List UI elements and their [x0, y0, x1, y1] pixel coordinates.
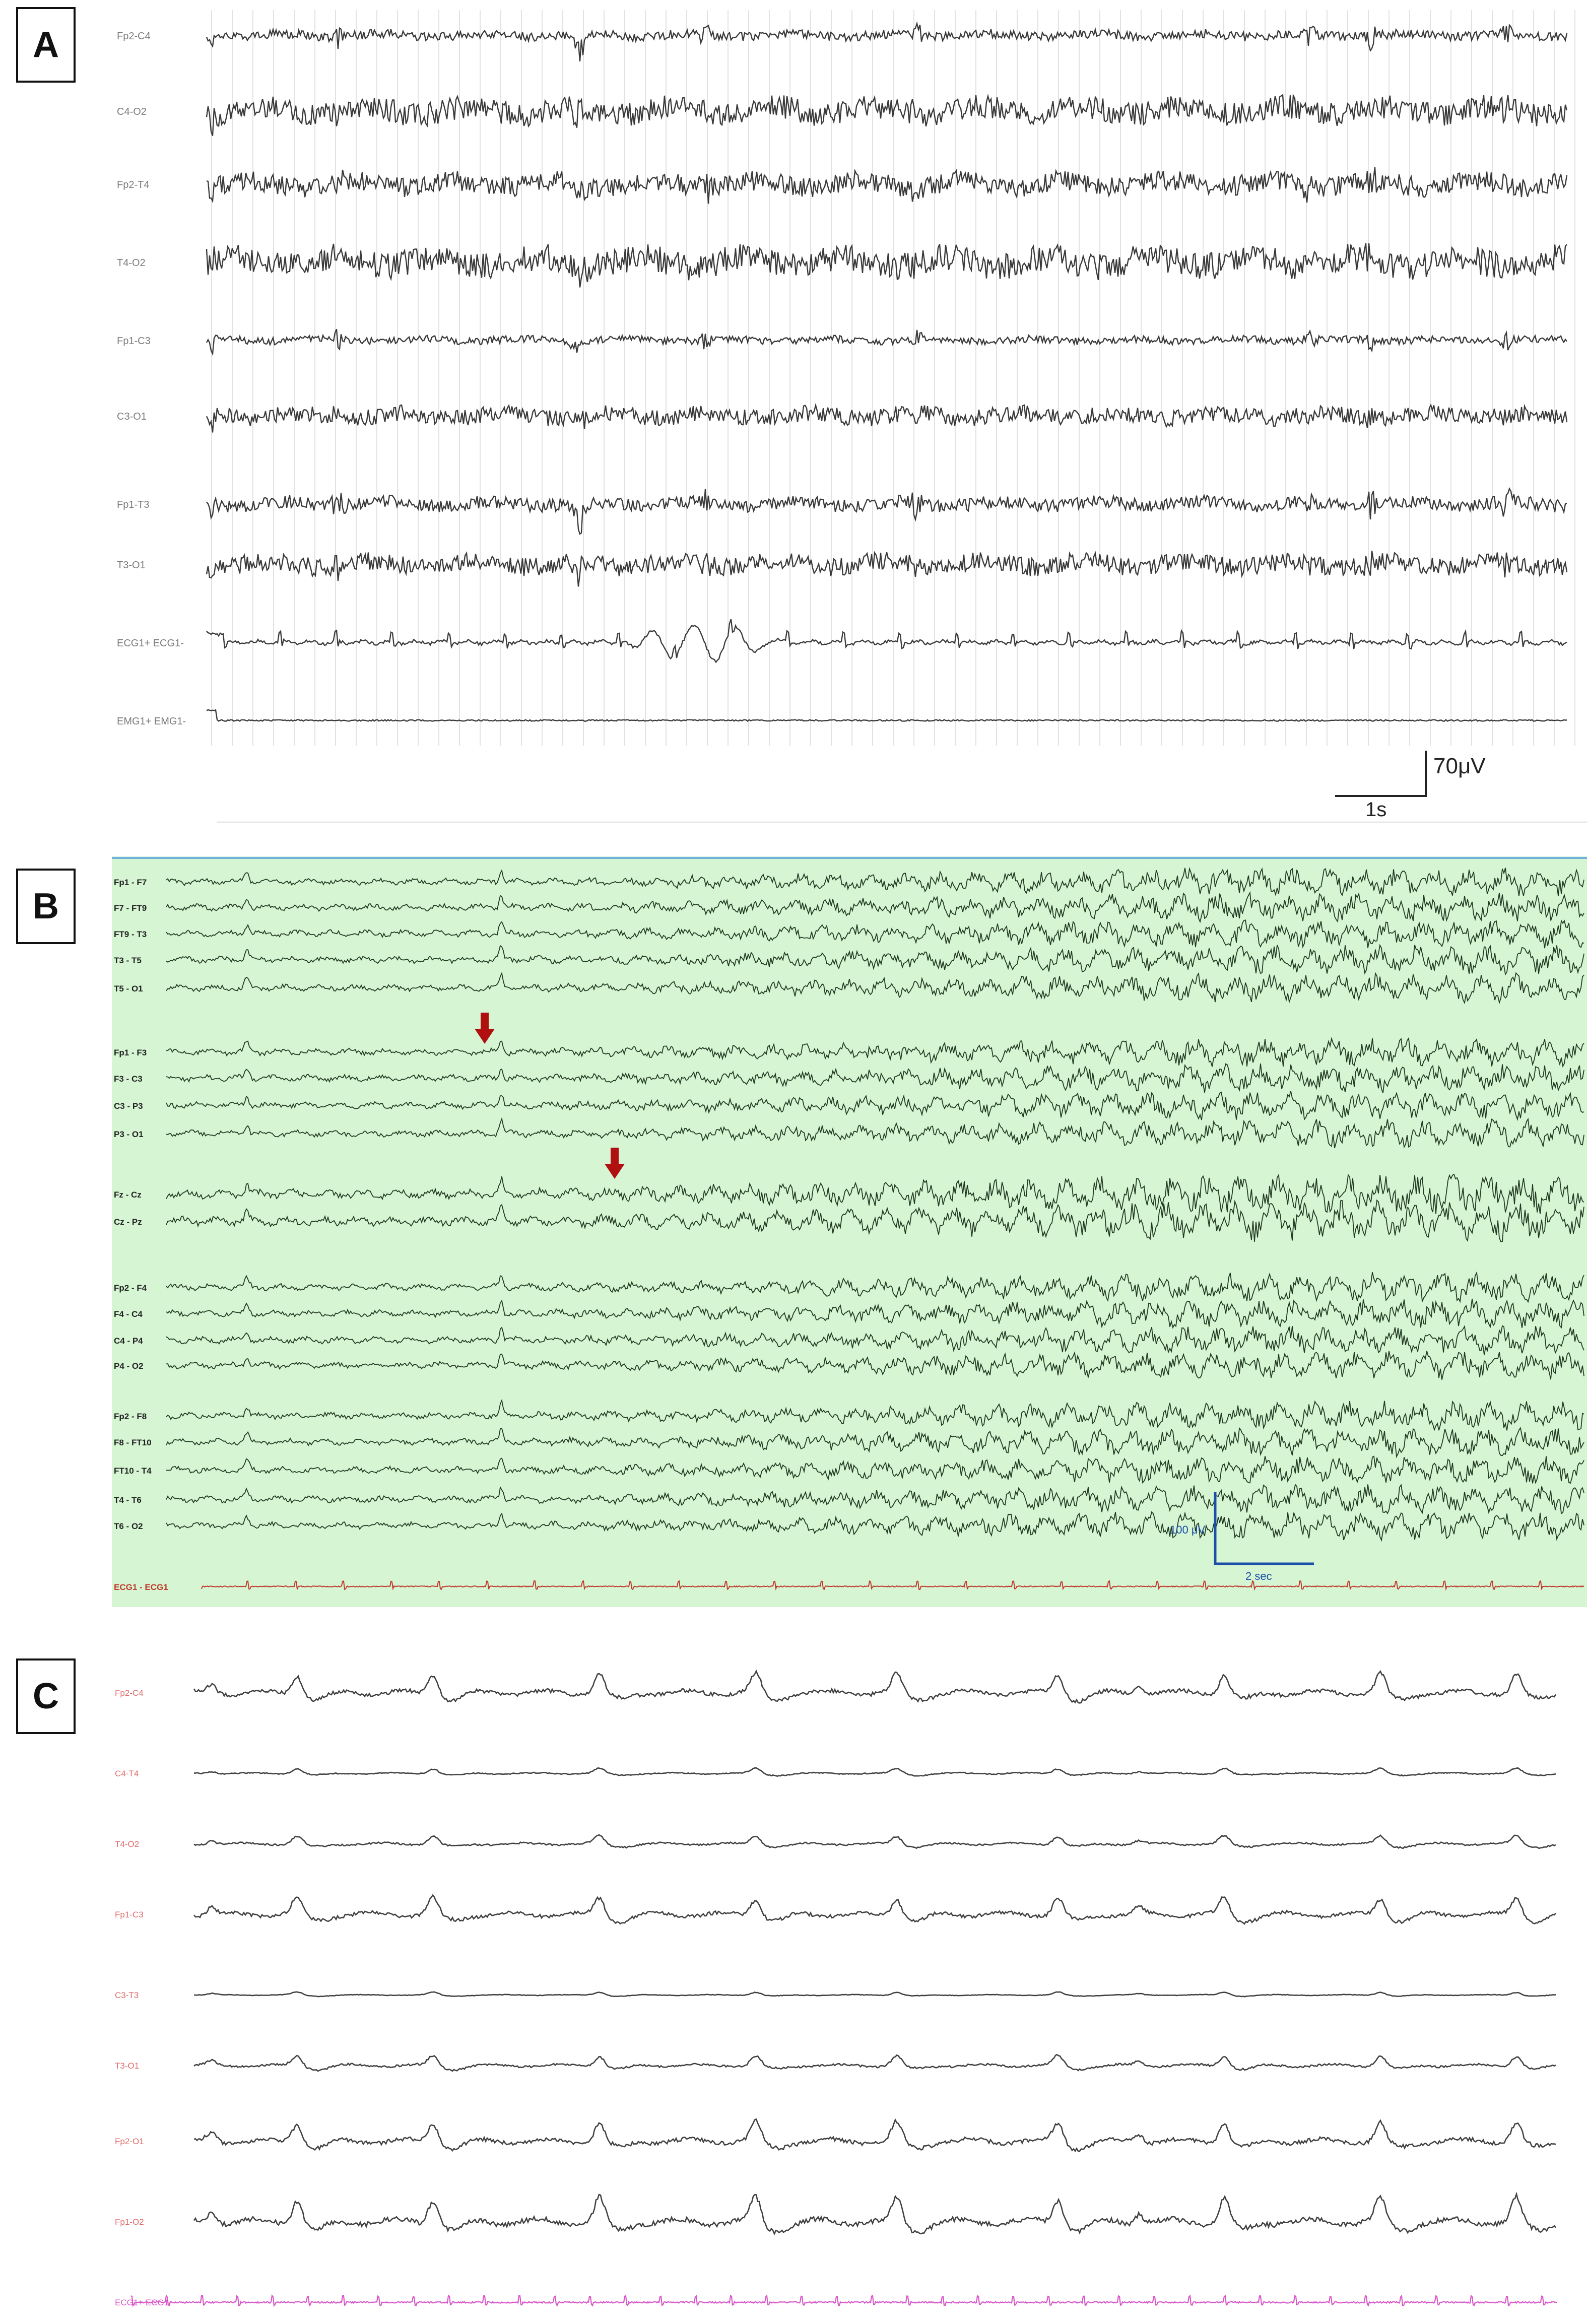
channel-label-fp1-o2: Fp1-O2 [115, 2217, 144, 2227]
panel-a-eeg-trace-area [0, 0, 1587, 826]
panel-c-label: C [16, 1658, 76, 1734]
channel-label-f3-c3: F3 - C3 [114, 1074, 143, 1084]
trace-fp1-t3 [207, 489, 1567, 534]
channel-label-cz-pz: Cz - Pz [114, 1217, 142, 1227]
channel-label-fp2-f4: Fp2 - F4 [114, 1283, 147, 1293]
panel-a-scale-bar [1335, 751, 1486, 821]
trace-fp2-t4 [207, 167, 1567, 204]
panel-c-channel-labels [115, 1688, 172, 2307]
channel-label-f8-ft10: F8 - FT10 [114, 1438, 152, 1447]
trace-c4-o2 [207, 95, 1567, 136]
channel-label-fp2-c4: Fp2-C4 [115, 1688, 144, 1698]
channel-label-c4-p4: C4 - P4 [114, 1336, 143, 1346]
channel-label-fp1-c3: Fp1-C3 [115, 1910, 144, 1919]
channel-label-c3-o1: C3-O1 [117, 411, 147, 422]
panel-c-eeg-trace-area [0, 1642, 1587, 2321]
channel-label-fp2-t4: Fp2-T4 [117, 179, 150, 190]
trace-c3-o1 [207, 405, 1567, 433]
panel-b-label: B [16, 869, 76, 944]
channel-label-ecg1-ecg1: ECG1+ ECG1- [117, 638, 184, 649]
channel-label-c3-t3: C3-T3 [115, 1990, 139, 2000]
trace-ecg1-ecg1 [207, 619, 1567, 662]
channel-label-p4-o2: P4 - O2 [114, 1361, 144, 1371]
channel-label-fp1-f3: Fp1 - F3 [114, 1048, 147, 1057]
panel-a-grid [212, 10, 1575, 746]
channel-label-fp1-c3: Fp1-C3 [117, 336, 151, 347]
trace-fp2-o1 [194, 2119, 1556, 2151]
channel-label-t4-o2: T4-O2 [115, 1839, 140, 1849]
panel-c-traces [131, 1671, 1557, 2306]
channel-label-t3-o1: T3-O1 [115, 2061, 140, 2071]
trace-emg1-emg1 [207, 710, 1567, 721]
trace-t4-o2 [207, 243, 1567, 288]
channel-label-emg1-emg1: EMG1+ EMG1- [117, 716, 186, 727]
channel-label-ft9-t3: FT9 - T3 [114, 929, 147, 939]
trace-t3-o1 [194, 2054, 1556, 2071]
channel-label-t3-o1: T3-O1 [117, 560, 146, 571]
panel-b-scale-amplitude: 100 μV [1170, 1523, 1206, 1536]
channel-label-fp2-o1: Fp2-O1 [115, 2137, 144, 2146]
channel-label-t5-o1: T5 - O1 [114, 984, 143, 993]
channel-label-c4-o2: C4-O2 [117, 106, 147, 117]
channel-label-p3-o1: P3 - O1 [114, 1130, 144, 1139]
trace-fp2-c4 [194, 1671, 1556, 1703]
channel-label-t3-t5: T3 - T5 [114, 956, 142, 965]
channel-label-ecg1-ecg1: ECG1 - ECG1 [114, 1582, 168, 1592]
channel-label-fp1-f7: Fp1 - F7 [114, 878, 147, 887]
trace-c3-t3 [194, 1992, 1556, 1997]
panel-a-scale-amplitude: 70μV [1433, 754, 1486, 778]
panel-b-scale-time: 2 sec [1245, 1570, 1272, 1582]
trace-c4-t4 [194, 1768, 1556, 1776]
channel-label-t4-t6: T4 - T6 [114, 1495, 142, 1505]
panel-a [0, 0, 1587, 826]
trace-ecg1-ecg1 [131, 2296, 1557, 2306]
channel-label-fp2-c4: Fp2-C4 [117, 31, 151, 42]
channel-label-fz-cz: Fz - Cz [114, 1190, 142, 1200]
channel-label-t6-o2: T6 - O2 [114, 1521, 143, 1531]
panel-b [0, 856, 1587, 1617]
red-arrow-shaft [611, 1148, 619, 1165]
channel-label-f4-c4: F4 - C4 [114, 1309, 143, 1319]
channel-label-ft10-t4: FT10 - T4 [114, 1466, 152, 1476]
panel-a-scale-time: 1s [1365, 799, 1387, 821]
trace-fp1-c3 [207, 329, 1567, 354]
panel-a-label: A [16, 7, 76, 83]
panel-a-scale-lines [1335, 751, 1426, 796]
panel-a-traces [207, 24, 1567, 721]
trace-fp1-c3 [194, 1895, 1556, 1924]
trace-fp1-o2 [194, 2194, 1556, 2234]
trace-t4-o2 [194, 1835, 1556, 1848]
red-arrow-shaft [481, 1013, 489, 1030]
channel-label-t4-o2: T4-O2 [117, 257, 146, 269]
panel-a-channel-labels [117, 31, 186, 727]
channel-label-c4-t4: C4-T4 [115, 1769, 139, 1778]
trace-t3-o1 [207, 551, 1567, 586]
channel-label-f7-ft9: F7 - FT9 [114, 903, 147, 913]
panel-c [0, 1642, 1587, 2321]
panel-b-eeg-trace-area [0, 856, 1587, 1617]
channel-label-fp2-f8: Fp2 - F8 [114, 1412, 147, 1421]
channel-label-ecg1-ecg1: ECG1+ ECG1- [115, 2298, 172, 2307]
channel-label-c3-p3: C3 - P3 [114, 1101, 143, 1111]
trace-fp2-c4 [207, 24, 1567, 61]
channel-label-fp1-t3: Fp1-T3 [117, 499, 150, 510]
